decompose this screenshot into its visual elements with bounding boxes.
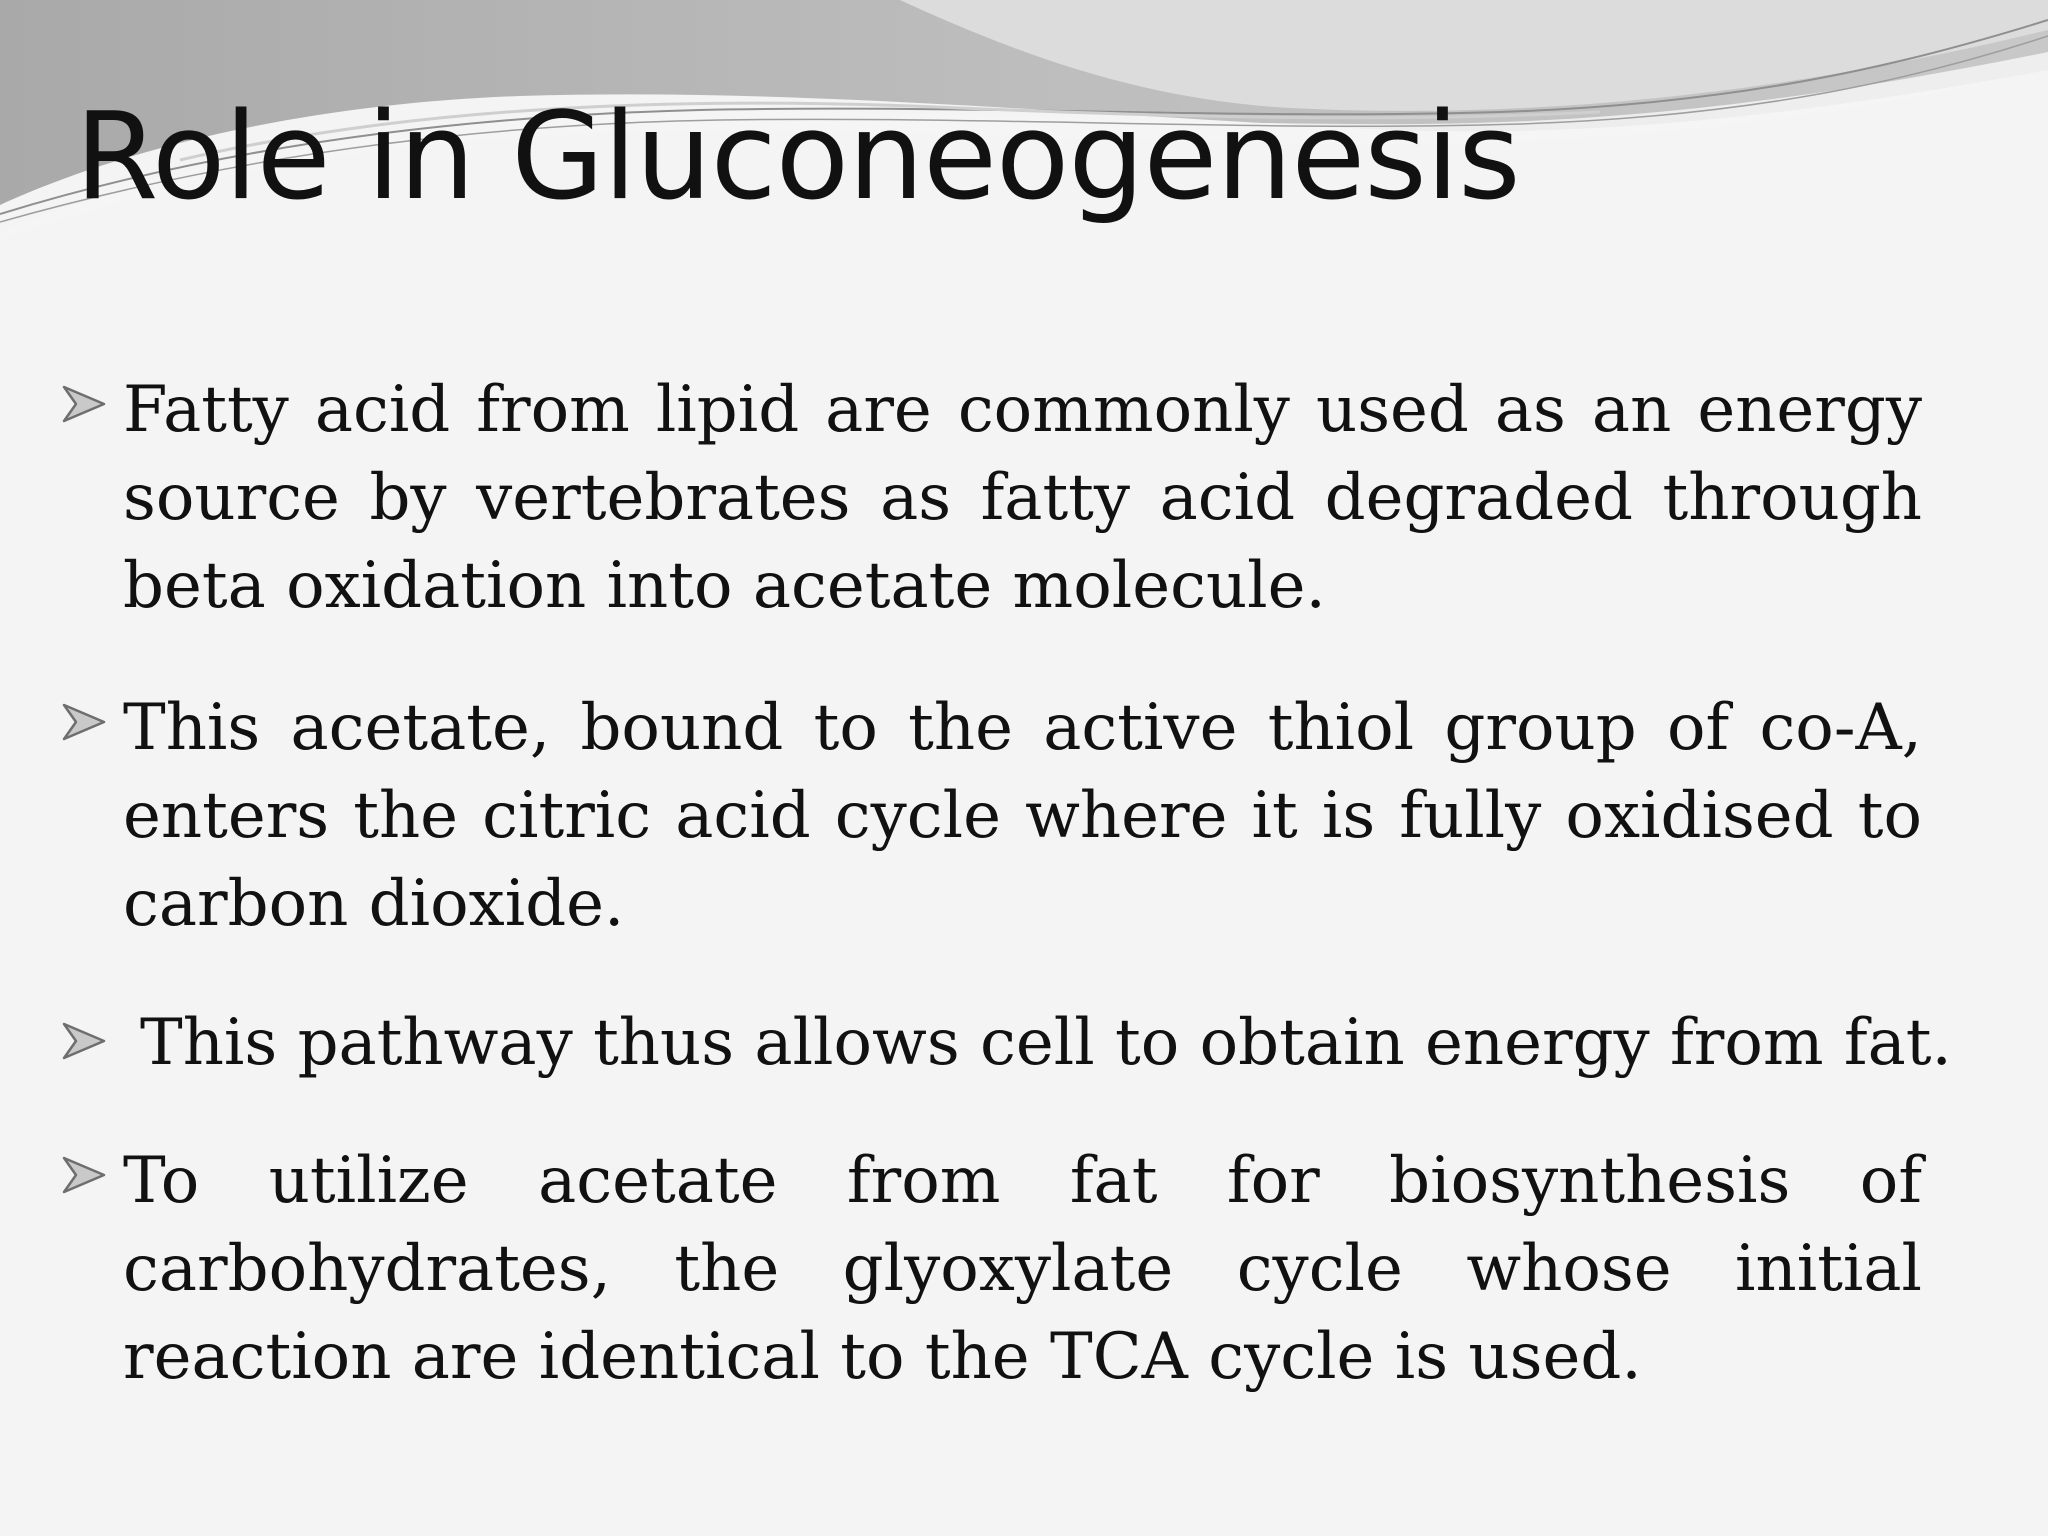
arrow-bullet-icon <box>60 384 108 424</box>
arrow-bullet-icon <box>60 702 108 742</box>
slide-title: Role in Gluconeogenesis <box>75 88 1520 227</box>
bullet-text: This pathway thus allows cell to obtain energy from fat. <box>140 1006 1952 1080</box>
arrow-bullet-icon <box>60 1155 108 1195</box>
arrow-bullet-icon <box>60 1021 108 1061</box>
bullet-text: To utilize acetate from fat for biosynthesis of carbohydrates, the glyoxylate cycle whose initial reaction are identical to the TCA cycle is used. <box>123 1144 1922 1394</box>
bullet-text: Fatty acid from lipid are commonly used as an energy source by vertebrates as fatty acid degraded through beta oxidation into acetate molecule. <box>123 373 1922 623</box>
bullet-text: This acetate, bound to the active thiol group of co-A, enters the citric acid cycle where it is fully oxidised to carbon dioxide. <box>123 691 1922 941</box>
